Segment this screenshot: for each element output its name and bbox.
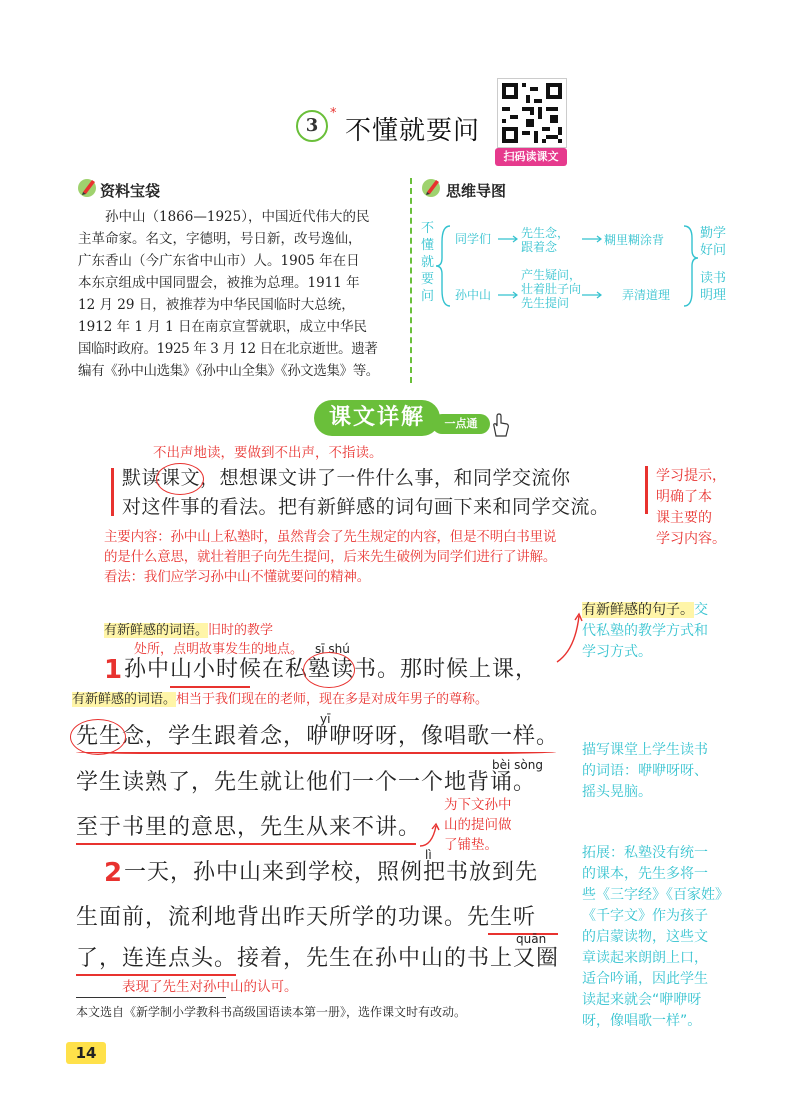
learning-tip-side-note — [656, 466, 726, 550]
branch2-result: 弄清道理 — [622, 288, 671, 302]
branch1-action — [521, 226, 569, 254]
vocab-note-xiansheng — [72, 690, 488, 709]
highlight-label: 有新鲜感的词语。 — [72, 692, 177, 707]
conclusion2 — [700, 270, 726, 304]
action-line: 跟着念 — [521, 240, 558, 254]
page-number: 14 — [66, 1042, 106, 1064]
pinyin-sishu: sī shú — [315, 642, 350, 656]
pinyin-li: lì — [425, 848, 432, 862]
vocab-note-sishu — [104, 621, 303, 659]
footnote: 本文选自《新学制小学教科书高级国语读本第一册》，选作课文时有改动。 — [76, 1005, 467, 1019]
lesson-number-badge: 3 — [296, 110, 328, 142]
side-note-line: 摇头晃脑。 — [582, 784, 652, 800]
pinyin-beisong: bèi sòng — [492, 758, 543, 772]
arrow-to-note — [418, 820, 442, 850]
para2-line3: 了，连连点头。接着，先生在孙中山的书上又圈 — [76, 946, 560, 971]
para1-line4: 至于书里的意思，先生从来不讲。 — [76, 815, 422, 840]
side-note-words — [582, 740, 708, 803]
vocab-note-text: 相当于我们现在的老师，现在多是对成年男子的尊称。 — [176, 692, 489, 707]
para2-line2: 生面前，流利地背出昨天所学的功课。先生听 — [76, 905, 537, 930]
pencil-icon — [422, 176, 442, 198]
side-note-text: 学习方式。 — [582, 644, 652, 660]
info-text — [78, 206, 403, 382]
side-note-line: 的启蒙读物，这些文 — [582, 929, 708, 945]
side-note-extension — [582, 843, 729, 1032]
section-banner: 课文详解 — [314, 400, 440, 436]
side-note-sentence — [582, 600, 708, 663]
pinyin-yi: yī — [320, 712, 331, 726]
foreshadow-line: 为下文孙中 — [444, 797, 512, 813]
lesson-title: 不懂就要问 — [345, 116, 481, 146]
side-note-line: 适合吟诵，因此学生 — [582, 971, 708, 987]
action-line: 先生念， — [521, 226, 570, 240]
red-bar — [645, 466, 648, 514]
red-bar — [111, 468, 114, 516]
side-note-line: 读起来就会“咿咿呀 — [582, 992, 702, 1008]
info-line: 1912 年 1 月 1 日在南京宣誓就职，成立中华民 — [78, 319, 367, 335]
info-line: 12 月 29 日，被推荐为中华民国临时大总统， — [78, 297, 355, 313]
highlight-label: 有新鲜感的词语。 — [104, 623, 209, 638]
vocab-note-text: 处所，点明故事发生的地点。 — [134, 642, 304, 657]
arrows — [580, 220, 604, 320]
conclusion-line: 读书 — [700, 271, 727, 286]
para2-line1: 一天，孙中山来到学校，照例把书放到先 — [124, 860, 539, 885]
side-note-line: 《千字文》作为孩子 — [582, 908, 708, 924]
side-note-line: 的课本，先生多将一 — [582, 866, 708, 882]
circle-mark — [70, 719, 126, 755]
info-section-title: 资料宝袋 — [100, 182, 161, 200]
vocab-note-text: 旧时的教学 — [208, 623, 274, 638]
branch1-who: 同学们 — [455, 232, 492, 246]
wavy-underline — [76, 752, 556, 754]
main-content-note — [104, 527, 556, 587]
approval-note: 表现了先生对孙中山的认可。 — [122, 979, 298, 995]
branch2-who: 孙中山 — [455, 288, 492, 302]
circle-mark — [303, 652, 355, 688]
action-line: 先生提问 — [521, 296, 570, 310]
conclusion1 — [700, 225, 726, 259]
footnote-rule — [76, 997, 226, 998]
foreshadow-line: 山的提问做 — [444, 817, 512, 833]
underline — [170, 686, 250, 688]
conclusion-line: 好问 — [700, 243, 727, 258]
side-line: 课主要的 — [656, 510, 712, 526]
paragraph-number: 1 — [104, 655, 123, 685]
banner-subtitle: 一点通 — [432, 414, 490, 434]
foreshadow-note — [444, 795, 512, 855]
info-line: 本东京组成中国同盟会，被推为总理。1911 年 — [78, 275, 360, 291]
mind-map-root: 不懂就要问 — [421, 221, 435, 304]
mind-map-title: 思维导图 — [446, 182, 507, 200]
info-line: 广东香山（今广东省中山市）人。1905 年在日 — [78, 253, 360, 269]
action-line: 壮着肚子向 — [521, 282, 582, 296]
underline — [76, 843, 416, 845]
intro-line: 默读课文，想想课文讲了一件什么事，和同学交流你 — [122, 467, 571, 489]
side-line: 学习提示， — [656, 468, 726, 484]
side-note-text: 交 — [694, 602, 708, 618]
intro-line: 对这件事的看法。把有新鲜感的词句画下来和同学交流。 — [122, 496, 610, 518]
main-content-line: 主要内容：孙中山上私塾时，虽然背会了先生规定的内容，但是不明白书里说 — [104, 529, 557, 545]
info-line: 国临时政府。1925 年 3 月 12 日在北京逝世。遗著 — [78, 341, 378, 357]
left-brace — [434, 222, 454, 310]
branch2-action — [521, 268, 581, 310]
asterisk: * — [330, 106, 337, 121]
paragraph-number: 2 — [104, 858, 123, 888]
side-line: 学习内容。 — [656, 531, 726, 547]
info-line: 主革命家。名文，字德明，号日新，改号逸仙， — [78, 231, 362, 247]
pinyin-quan: quān — [516, 932, 547, 946]
info-line: 编有《孙中山选集》《孙中山全集》《孙文选集》等。 — [78, 363, 379, 379]
right-brace — [682, 222, 700, 310]
branch1-result: 糊里糊涂背 — [604, 233, 665, 247]
pencil-icon — [78, 176, 98, 198]
side-note-line: 描写课堂上学生读书 — [582, 742, 708, 758]
foreshadow-line: 了铺垫。 — [444, 837, 498, 853]
qr-code-icon[interactable] — [497, 78, 567, 148]
info-line: 孙中山（1866—1925），中国近代伟大的民 — [105, 209, 370, 225]
action-line: 产生疑问， — [521, 268, 582, 282]
para1-line3: 学生读熟了，先生就让他们一个一个地背诵。 — [76, 770, 537, 795]
side-note-line: 的词语：咿咿呀呀、 — [582, 763, 708, 779]
side-note-line: 些《三字经》《百家姓》 — [582, 887, 729, 903]
side-note-line: 呀，像唱歌一样”。 — [582, 1013, 702, 1029]
view-line: 看法：我们应学习孙中山不懂就要问的精神。 — [104, 569, 370, 585]
conclusion-line: 勤学 — [700, 226, 727, 241]
highlight-label: 有新鲜感的句子。 — [582, 602, 694, 618]
reading-tip-note: 不出声地读，要做到不出声，不指读。 — [153, 445, 383, 461]
pointer-hand-icon — [488, 412, 512, 438]
main-content-line: 的是什么意思，就壮着胆子向先生提问，后来先生破例为同学们进行了讲解。 — [104, 549, 557, 565]
side-note-line: 章读起来朗朗上口， — [582, 950, 708, 966]
para1-line1: 孙中山小时候在私塾读书。那时候上课， — [124, 657, 539, 682]
section-divider — [410, 178, 412, 383]
side-note-text: 代私塾的教学方式和 — [582, 623, 708, 639]
para1-line2: 先生念，学生跟着念，咿咿呀呀，像唱歌一样。 — [76, 724, 560, 749]
circle-mark — [156, 463, 204, 495]
side-line: 明确了本 — [656, 489, 712, 505]
qr-label[interactable]: 扫码读课文 — [495, 148, 567, 166]
conclusion-line: 明理 — [700, 288, 727, 303]
side-note-line: 拓展：私塾没有统一 — [582, 845, 708, 861]
